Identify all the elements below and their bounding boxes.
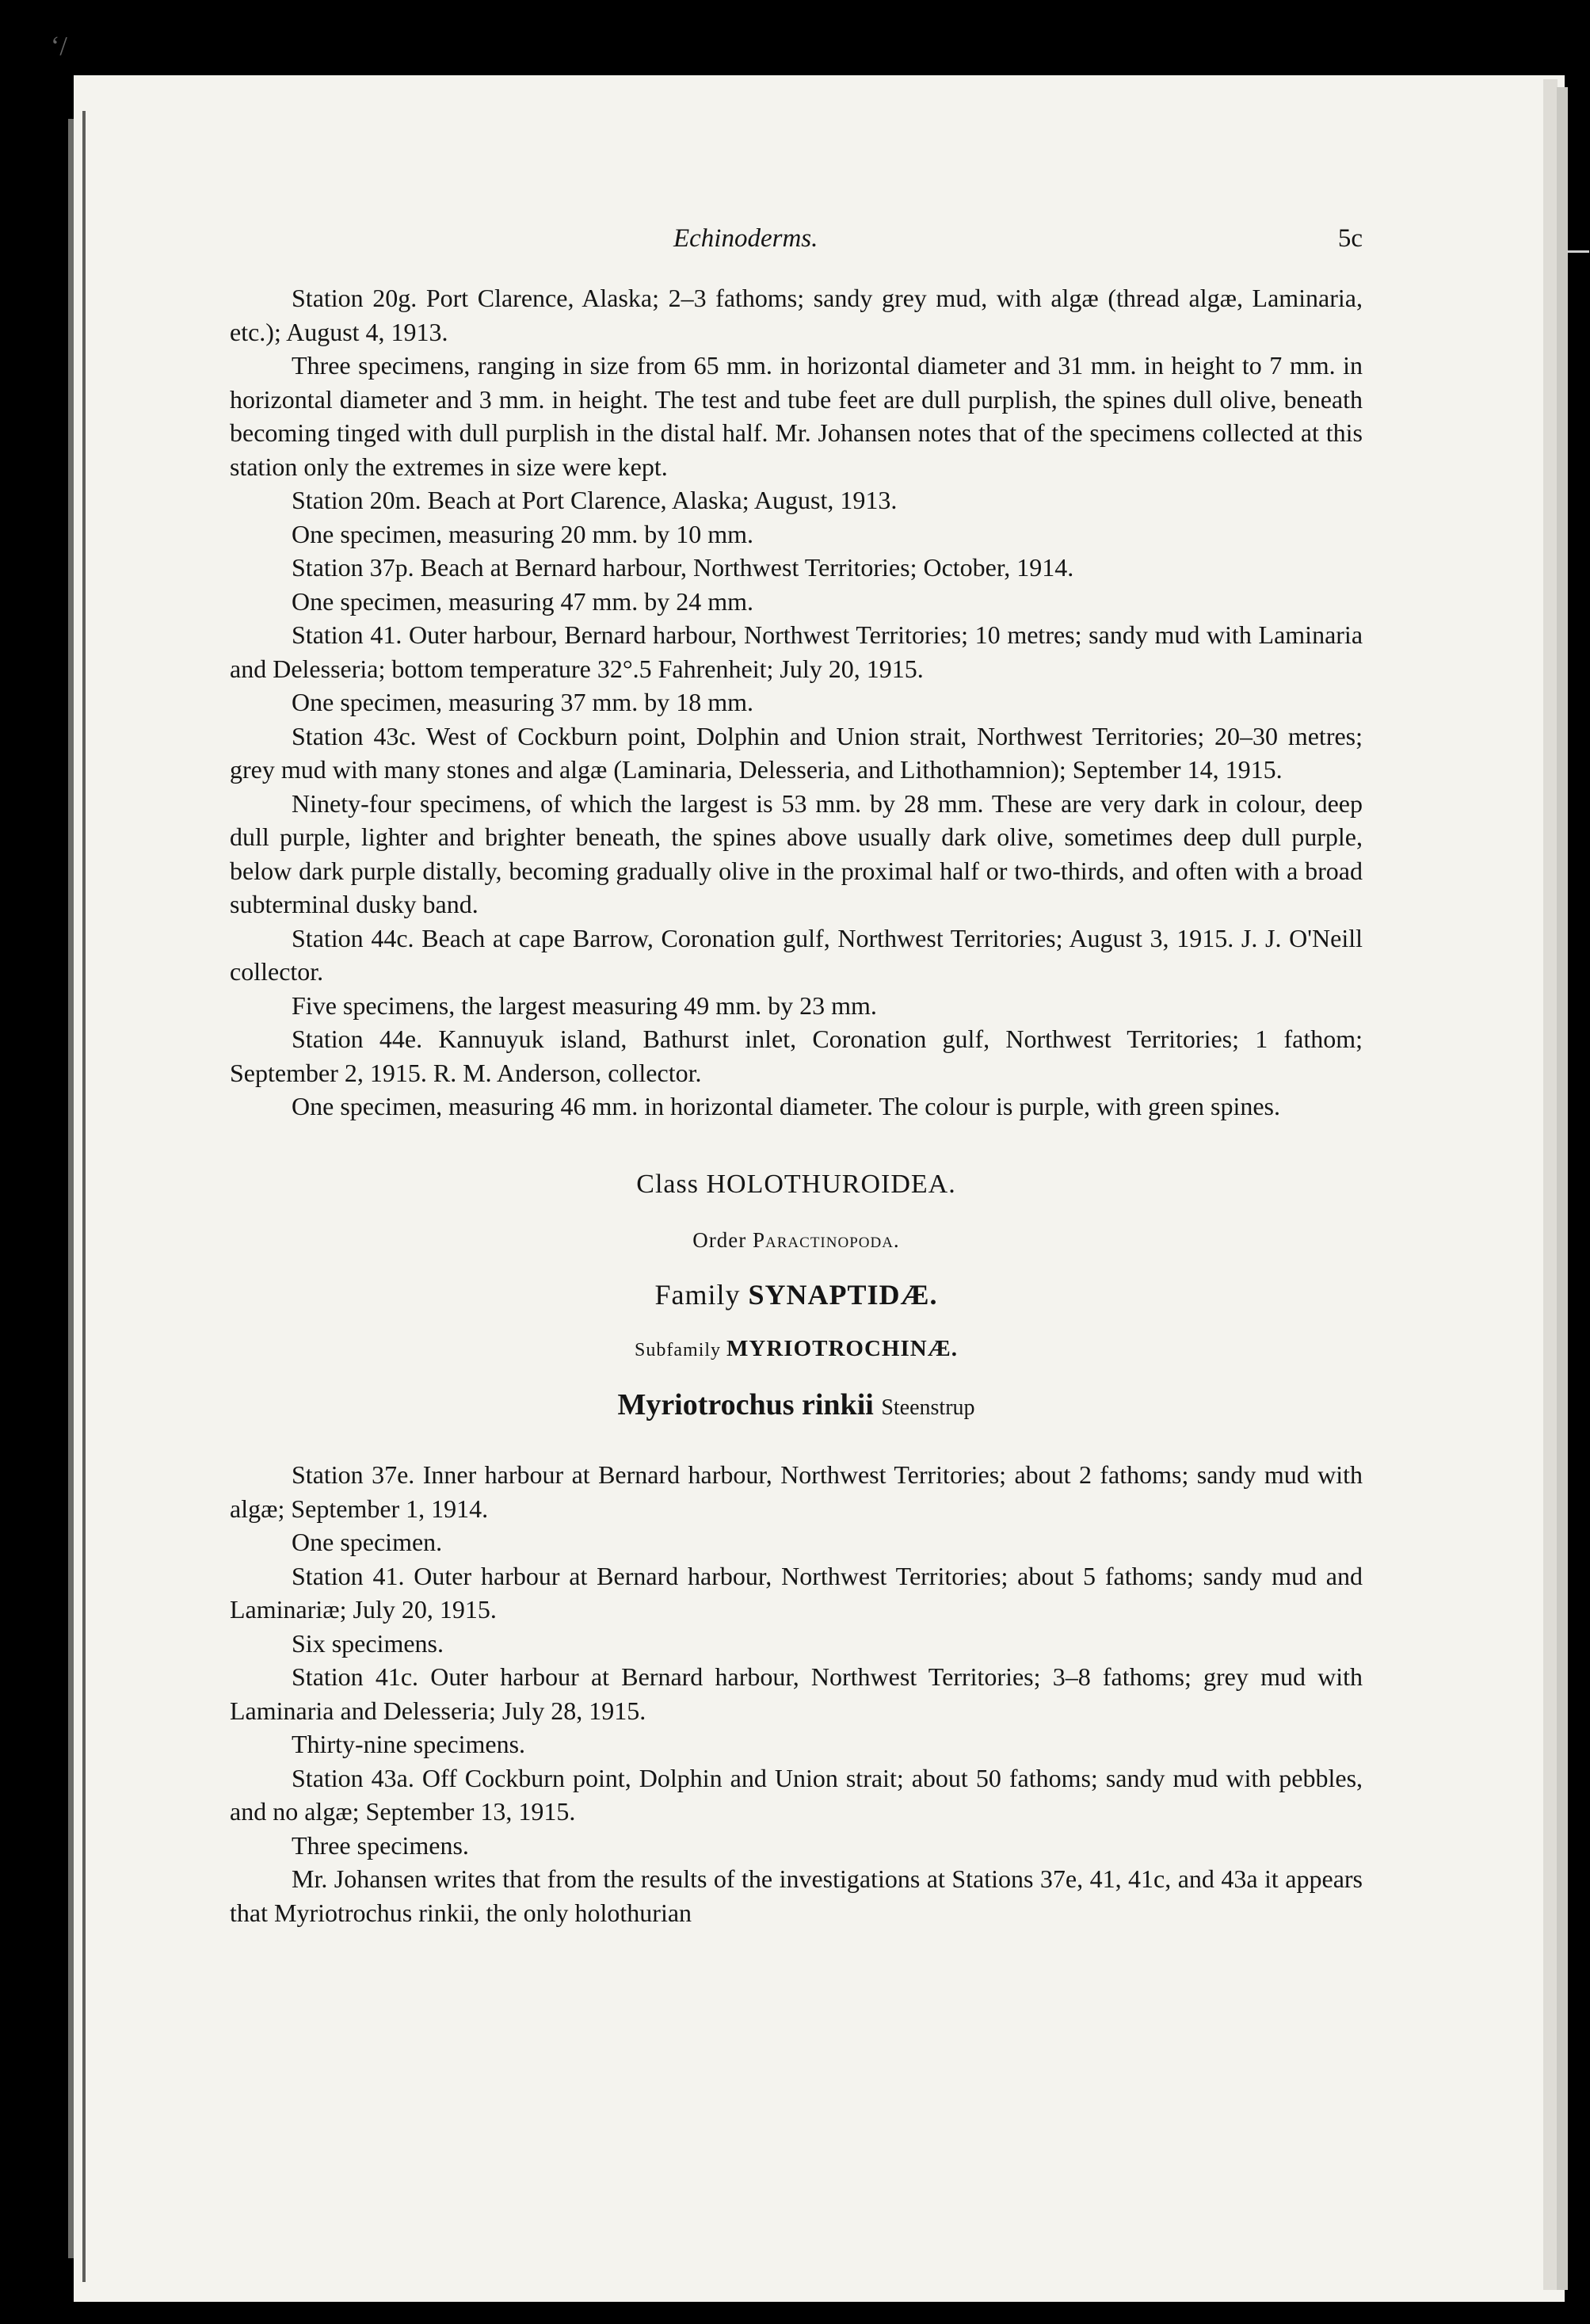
station-label: Station 37e. (292, 1460, 415, 1489)
record-text: Beach at cape Barrow, Coronation gulf, Northwest Territories; August 3, 1915. J. J. O'Neill collector. (230, 923, 1363, 986)
record-text: Three specimens, ranging in size from 65 mm. in horizontal diameter and 31 mm. in height to 7 mm. in horizontal diameter and 3 mm. in height. The test and tube feet are dull purplish, the spines dull olive, beneath becoming tinged with dull purplish in the distal half. Mr. Johansen notes that of the specimens collected at this station only the extremes in size were kept. (230, 351, 1363, 481)
record-paragraph (230, 1627, 1363, 1661)
record-paragraph (230, 585, 1363, 619)
class-name: HOLOTHUROIDEA. (706, 1169, 956, 1199)
class-heading (230, 1168, 1363, 1202)
station-label: Station 43a. (292, 1763, 414, 1792)
class-prefix: Class (636, 1169, 699, 1199)
page-number: 5c (1337, 224, 1363, 253)
record-text: Six specimens. (292, 1628, 444, 1658)
subfamily-prefix: Subfamily (635, 1340, 722, 1360)
record-paragraph (230, 922, 1363, 989)
record-text: Five specimens, the largest measuring 49 mm. by 23 mm. (292, 990, 877, 1020)
right-fold-shadow (1543, 79, 1558, 2290)
record-paragraph (230, 1525, 1363, 1559)
record-paragraph (230, 618, 1363, 685)
record-text: Kannuyuk island, Bathurst inlet, Coronation gulf, Northwest Territories; 1 fathom; September 2, 1915. R. M. Anderson, collector. (230, 1025, 1363, 1087)
station-label: Station 20g. (292, 284, 418, 312)
record-paragraph (230, 989, 1363, 1023)
order-prefix: Order (692, 1228, 747, 1252)
family-heading (230, 1278, 1363, 1312)
species-name: Myriotrochus rinkii (617, 1387, 874, 1421)
station-label: Station 37p. (292, 553, 414, 582)
record-text: Beach at Port Clarence, Alaska; August, 1913. (427, 486, 898, 514)
running-title: Echinoderms. (673, 224, 818, 253)
record-paragraph (230, 787, 1363, 922)
station-label: Station 44e. (292, 1025, 423, 1053)
subfamily-heading (230, 1332, 1363, 1368)
record-text: Outer harbour at Bernard harbour, Northwest Territories; 3–8 fathoms; grey mud with Laminaria and Delesseria; July 28, 1915. (230, 1662, 1363, 1725)
subfamily-name: MYRIOTROCHINÆ. (726, 1336, 958, 1361)
record-paragraph (230, 281, 1363, 349)
record-text: Three specimens. (292, 1830, 469, 1860)
record-text: Ninety-four specimens, of which the largest is 53 mm. by 28 mm. These are very dark in colour, deep dull purple, lighter and brighter beneath, the spines above usually dark olive, sometimes deep dull purple, below dark purple distally, becoming gradually olive in the proximal half or two-thirds, and often with a broad subterminal dusky band. (230, 788, 1363, 918)
station-label: Station 44c. (292, 923, 414, 952)
record-paragraph (230, 1761, 1363, 1829)
page-text-block (230, 222, 1363, 1929)
record-paragraph (230, 1727, 1363, 1761)
record-text: Outer harbour, Bernard harbour, Northwest Territories; 10 metres; sandy mud with Laminaria and Delesseria; bottom temperature 32°.5 Fahrenheit; July 20, 1915. (230, 620, 1363, 683)
record-text: Off Cockburn point, Dolphin and Union strait; about 50 fathoms; sandy mud with pebbles, and no algæ; September 13, 1915. (230, 1763, 1363, 1826)
record-paragraph (230, 483, 1363, 517)
record-text: Inner harbour at Bernard harbour, Northwest Territories; about 2 fathoms; sandy mud with algæ; September 1, 1914. (230, 1460, 1363, 1523)
record-text: Outer harbour at Bernard harbour, Northwest Territories; about 5 fathoms; sandy mud and Laminariæ; July 20, 1915. (230, 1561, 1363, 1624)
species-author: Steenstrup (881, 1395, 975, 1420)
right-page-edge (1557, 87, 1568, 2290)
binding-gutter-line (82, 111, 86, 2282)
station-label: Station 20m. (292, 486, 421, 514)
order-heading (230, 1223, 1363, 1257)
station-label: Station 41c. (292, 1662, 419, 1691)
record-paragraph (230, 1559, 1363, 1627)
station-label: Station 41. (292, 1561, 405, 1590)
record-text: Thirty-nine specimens. (292, 1730, 526, 1758)
record-paragraph (230, 685, 1363, 719)
species-heading (230, 1388, 1363, 1425)
record-paragraph (230, 1862, 1363, 1929)
station-label: Station 43c. (292, 721, 417, 750)
station-label: Station 41. (292, 620, 402, 649)
record-paragraph (230, 551, 1363, 585)
record-text: One specimen, measuring 46 mm. in horizontal diameter. The colour is purple, with green spines. (292, 1092, 1280, 1120)
record-paragraph (230, 349, 1363, 483)
station-records-top (230, 281, 1363, 1124)
family-prefix: Family (654, 1278, 741, 1311)
corner-smudge: ‘/ (51, 32, 67, 61)
station-records-bottom (230, 1458, 1363, 1929)
record-text: Beach at Bernard harbour, Northwest Territories; October, 1914. (420, 553, 1074, 582)
record-paragraph (230, 1829, 1363, 1863)
record-paragraph (230, 1660, 1363, 1727)
record-paragraph (230, 517, 1363, 551)
order-name: Paractinopoda. (753, 1228, 900, 1252)
record-paragraph (230, 719, 1363, 787)
edge-tick-mark (1567, 250, 1589, 253)
record-text: One specimen, measuring 20 mm. by 10 mm. (292, 519, 754, 548)
record-paragraph (230, 1089, 1363, 1124)
record-paragraph (230, 1022, 1363, 1089)
record-text: One specimen, measuring 47 mm. by 24 mm. (292, 586, 754, 616)
record-text: West of Cockburn point, Dolphin and Union strait, Northwest Territories; 20–30 metres; grey mud with many stones and algæ (Laminaria, Delesseria, and Lithothamnion); September 14, 1915. (230, 721, 1363, 784)
record-text: One specimen, measuring 37 mm. by 18 mm. (292, 688, 754, 716)
record-text: Mr. Johansen writes that from the results of the investigations at Stations 37e, 41, 41c, and 43a it appears that Myriotrochus rinkii, the only holothurian (230, 1864, 1363, 1927)
record-text: Port Clarence, Alaska; 2–3 fathoms; sandy grey mud, with algæ (thread algæ, Laminaria, etc.); August 4, 1913. (230, 284, 1363, 346)
record-text: One specimen. (292, 1528, 443, 1556)
running-header (230, 222, 1363, 281)
record-paragraph (230, 1458, 1363, 1525)
family-name: SYNAPTIDÆ. (748, 1278, 938, 1311)
